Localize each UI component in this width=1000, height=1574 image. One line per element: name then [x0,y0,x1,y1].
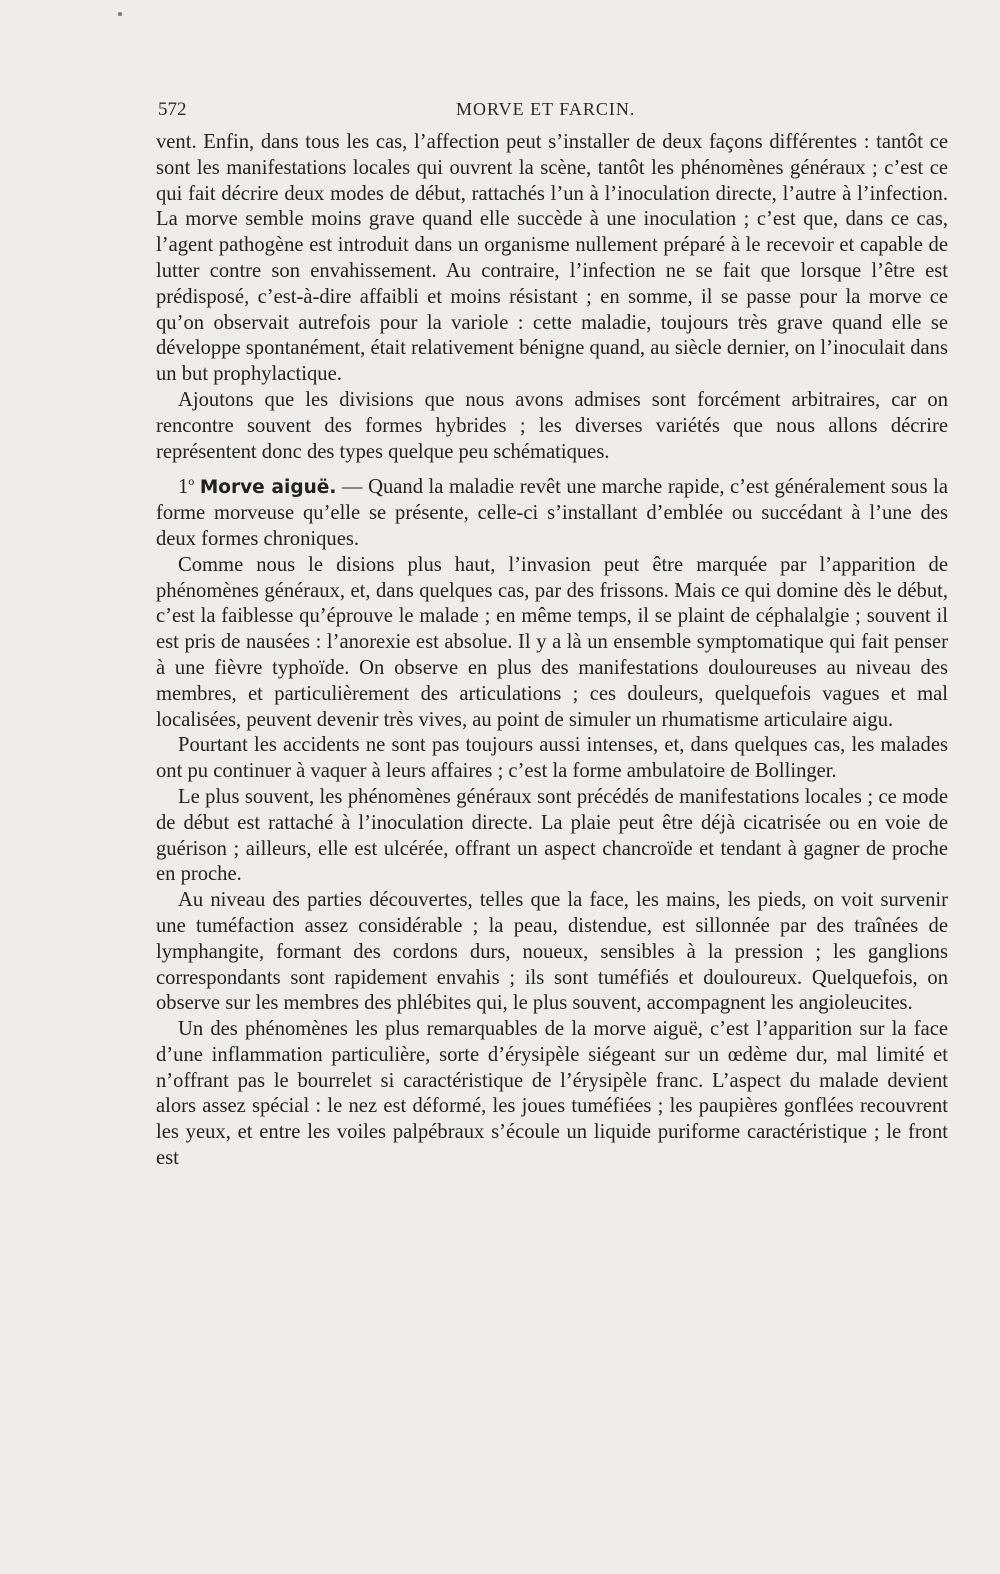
page-header [158,99,948,125]
paragraph: vent. Enfin, dans tous les cas, l’affection peut s’installer de deux façons différentes : tantôt ce sont les manifestations locales qui ouvrent la scène, tantôt les phénomènes généraux ; c’est ce qui fait décrire deux modes de début, rattachés l’un à l’inoculation directe, l’autre à l’infection. La morve semble moins grave quand elle succède à une inoculation ; c’est que, dans ce cas, l’agent pathogène est introduit dans un organisme nullement préparé à le recevoir et capable de lutter contre son envahissement. Au contraire, l’infection ne se fait que lorsque l’être est prédisposé, c’est-à-dire affaibli et moins résistant ; en somme, il se passe pour la morve ce qu’on observait autrefois pour la variole : cette maladie, toujours très grave quand elle se développe spontanément, était relativement bénigne quand, au siècle dernier, on l’inoculait dans un but prophylactique. [156,131,948,386]
section-dash: — [336,476,369,499]
paragraph: Ajoutons que les divisions que nous avons admises sont forcément arbitraires, car on rencontre souvent des formes hybrides ; les diverses variétés que nous allons décrire représentent donc des types quelque peu schématiques. [156,388,948,463]
section-number-superscript: o [188,474,195,489]
section-text: Quand la maladie revêt une marche rapide, c’est généralement sous la forme morveuse qu’elle se présente, celle-ci s’installant d’emblée ou succédant à l’une des deux formes chroniques. [156,476,948,550]
running-title: MORVE ET FARCIN. [456,99,636,119]
section-title: Morve aiguë. [199,477,337,499]
section-number: 1 [178,476,189,499]
paragraph: Un des phénomènes les plus remarquables de la morve aiguë, c’est l’apparition sur la face d’une inflammation particulière, sorte d’érysipèle siégeant sur un œdème dur, mal limité et n’offrant pas le bourrelet si caractéristique de l’érysipèle franc. L’aspect du malade devient alors assez spécial : le nez est déformé, les joues tuméfiées ; les paupières gonflées recouvrent les yeux, et entre les voiles palpébraux s’écoule un liquide puriforme caractéristique ; le front est [156,1018,948,1170]
page-number: 572 [158,99,187,120]
body-text [156,130,948,1172]
paragraph: Au niveau des parties découvertes, telles que la face, les mains, les pieds, on voit survenir une tuméfaction assez considérable ; la peau, distendue, est sillonnée par des traînées de lymphangite, formant des cordons durs, noueux, sensibles à la pression ; les ganglions correspondants sont rapidement envahis ; ils sont tuméfiés et douloureux. Quelquefois, on observe sur les membres des phlébites qui, le plus souvent, accompagnent les angioleucites. [156,889,948,1015]
paragraph: Pourtant les accidents ne sont pas toujours aussi intenses, et, dans quelques cas, les malades ont pu continuer à vaquer à leurs affaires ; c’est la forme ambulatoire de Bollinger. [156,734,948,783]
paragraph: Le plus souvent, les phénomènes généraux sont précédés de manifestations locales ; ce mode de début est rattaché à l’inoculation directe. La plaie peut être déjà cicatrisée ou en voie de guérison ; ailleurs, elle est ulcérée, offrant un aspect chancroïde et tendant à gagner de proche en proche. [156,785,948,886]
print-speck [118,12,122,16]
paragraph: Comme nous le disions plus haut, l’invasion peut être marquée par l’apparition de phénomènes généraux, et, dans quelques cas, par des frissons. Mais ce qui domine dès le début, c’est la faiblesse qu’éprouve le malade ; en même temps, il se plaint de céphalalgie ; souvent il est pris de nausées : l’anorexie est absolue. Il y a là un ensemble symptomatique qui fait penser à une fièvre typhoïde. On observe en plus des manifestations douloureuses au niveau des membres, et particulièrement des articulations ; ces douleurs, quelquefois vagues et mal localisées, peuvent devenir très vives, au point de simuler un rhumatisme articulaire aigu. [156,553,948,731]
section-paragraph [156,475,948,552]
